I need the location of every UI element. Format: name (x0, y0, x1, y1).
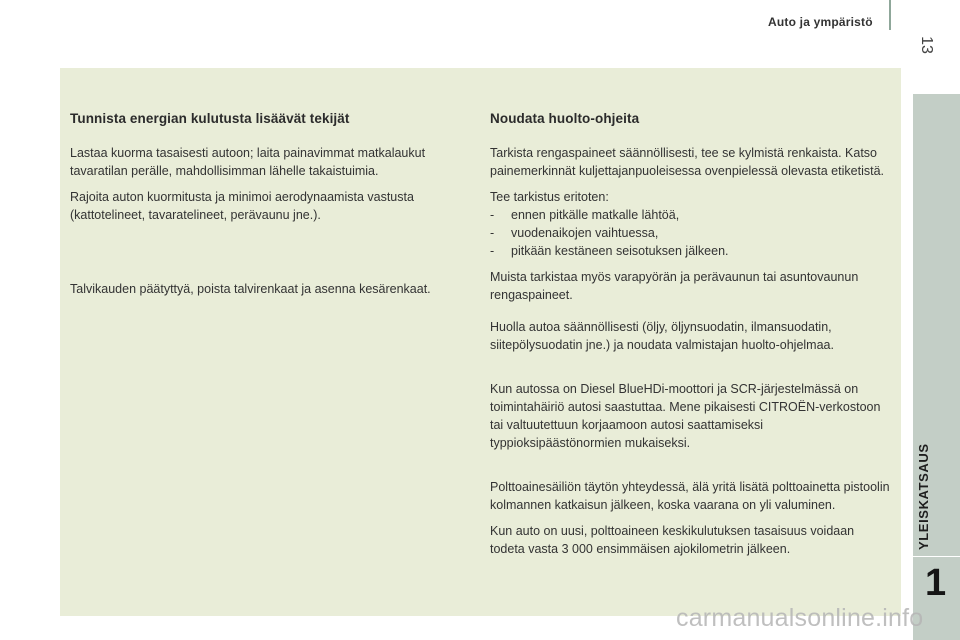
list-intro: Tee tarkistus eritoten: (490, 190, 609, 204)
left-paragraph-1: Lastaa kuorma tasaisesti autoon; laita painavimmat matkalaukut tavaratilan perälle, mahdollisimman lähelle takaistuimia. (70, 146, 426, 178)
list-dash: - (490, 226, 495, 240)
left-paragraph-3: Talvikauden päätyttyä, poista talvirenkaat ja asenna kesärenkaat. (70, 282, 431, 296)
right-paragraph-6: Kun auto on uusi, polttoaineen keskikulutuksen tasaisuus voidaan todeta vasta 3 000 ensimmäisen ajokilometrin jälkeen. (490, 524, 855, 556)
watermark: carmanualsonline.info (676, 604, 924, 632)
left-heading: Tunnista energian kulutusta lisäävät tekijät (70, 111, 350, 126)
list-item-text: ennen pitkälle matkalle lähtöä, (511, 208, 680, 222)
right-column (490, 110, 890, 566)
chapter-tab-label: YLEISKATSAUS (916, 443, 931, 550)
page-number: 13 (918, 36, 935, 54)
right-paragraph-2: Muista tarkistaa myös varapyörän ja perävaunun tai asuntovaunun rengaspaineet. (490, 270, 859, 302)
chapter-number: 1 (925, 562, 947, 604)
check-list (490, 206, 890, 260)
right-paragraph-5: Polttoainesäiliön täytön yhteydessä, älä yritä lisätä polttoainetta pistoolin kolmannen katkaisun jälkeen, koska vaarana on yli valuminen. (490, 480, 890, 512)
list-item (490, 206, 890, 224)
list-item-text: pitkään kestäneen seisotuksen jälkeen. (511, 244, 729, 258)
list-dash: - (490, 208, 495, 222)
left-column (70, 110, 470, 306)
list-item (490, 242, 890, 260)
right-heading: Noudata huolto-ohjeita (490, 111, 640, 126)
right-paragraph-4: Kun autossa on Diesel BlueHDi-moottori ja SCR-järjestelmässä on toimintahäiriö autosi saastuttaa. Mene pikaisesti CITROËN-verkostoon tai valtuutettuun korjaamoon autosi saattamiseksi typpioksipäästönormien mukaiseksi. (490, 382, 881, 450)
chapter-tab (913, 94, 960, 640)
chapter-divider (913, 556, 960, 557)
list-dash: - (490, 244, 495, 258)
right-paragraph-3: Huolla autoa säännöllisesti (öljy, öljynsuodatin, ilmansuodatin, siitepölysuodatin jne.) ja noudata valmistajan huolto-ohjelmaa. (490, 320, 834, 352)
list-item-text: vuodenaikojen vaihtuessa, (511, 226, 659, 240)
left-paragraph-2: Rajoita auton kuormitusta ja minimoi aerodynaamista vastusta (kattotelineet, tavaratelineet, perävaunu jne.). (70, 190, 414, 222)
right-paragraph-1: Tarkista rengaspaineet säännöllisesti, tee se kylmistä renkaista. Katso painemerkinnät kuljettajanpuoleisessa ovenpielessä olevasta etiketistä. (490, 146, 884, 178)
header-divider (889, 0, 891, 30)
content-panel (60, 68, 901, 616)
list-item (490, 224, 890, 242)
section-title: Auto ja ympäristö (768, 15, 873, 29)
